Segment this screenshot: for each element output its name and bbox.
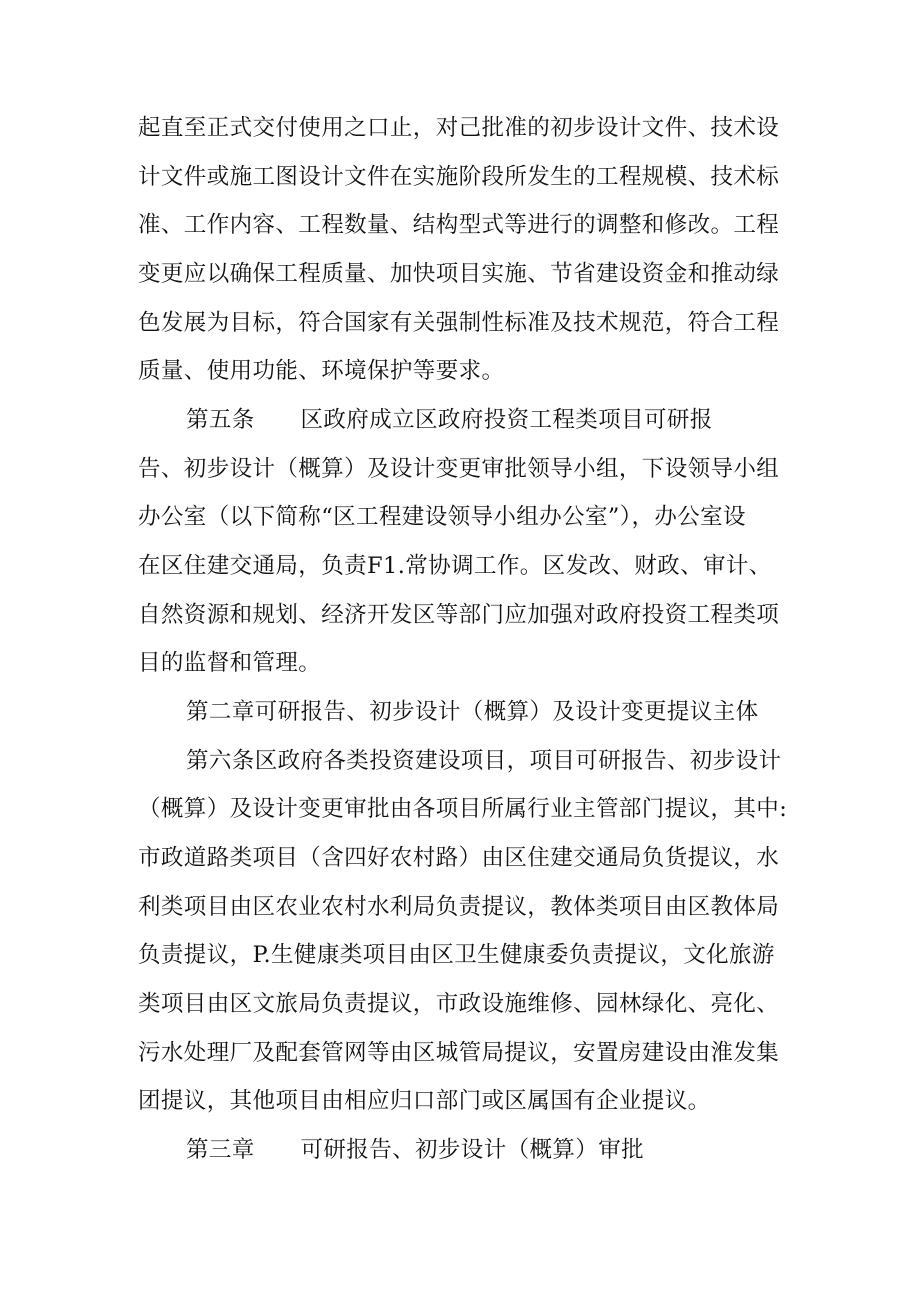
article-5-heading-line: 第五条 区政府成立区政府投资工程类项目可研报	[186, 407, 713, 433]
body-text-line: 起直至正式交付使用之口止，对己批准的初步设计文件、技术设	[138, 115, 780, 141]
body-text-line: 办公室（以下简称“区工程建设领导小组办公室”），办公室设	[138, 504, 746, 530]
body-text-line: 告、初步设计（概算）及设计变更审批领导小组，下设领导小组	[138, 456, 780, 482]
body-text-line: 色发展为目标，符合国家有关强制性标准及技术规范，符合工程	[138, 310, 780, 336]
body-text-line: （概算）及设计变更审批由各项目所属行业主管部门提议，其中:	[138, 796, 788, 822]
body-text-line: 自然资源和规划、经济开发区等部门应加强对政府投资工程类项	[138, 602, 780, 628]
body-text-line: 计文件或施工图设计文件在实施阶段所发生的工程规模、技术标	[138, 164, 780, 190]
body-text-line: 类项目由区文旅局负责提议，市政设施维修、园林绿化、亮化、	[138, 991, 780, 1017]
chapter-2-heading: 第二章可研报告、初步设计（概算）及设计变更提议主体	[186, 699, 759, 725]
body-text-line: 利类项目由区农业农村水利局负责提议，教体类项目由区教体局	[138, 894, 780, 920]
body-text-line: 团提议，其他项目由相应归口部门或区属国有企业提议。	[138, 1088, 711, 1114]
body-text-line: 质量、使用功能、环境保护等要求。	[138, 358, 505, 384]
chapter-3-heading: 第三章 可研报告、初步设计（概算）审批	[186, 1137, 645, 1163]
body-text-line: 在区住建交通局，负责F1.常协调工作。区发改、财政、审计、	[138, 553, 772, 579]
article-6-first-line: 第六条区政府各类投资建设项目，项目可研报告、初步设计	[186, 748, 782, 774]
body-text-line: 市政道路类项目（含四好农村路）由区住建交通局负货提议，水	[138, 845, 780, 871]
body-text-line: 变更应以确保工程质量、加快项目实施、节省建设资金和推动绿	[138, 261, 780, 287]
body-text-line: 目的监督和管理。	[138, 650, 322, 676]
body-text-line: 负责提议，P.生健康类项目由区卫生健康委负责提议，文化旅游	[138, 942, 775, 968]
body-text-line: 污水处理厂及配套管网等由区城管局提议，安置房建设由淮发集	[138, 1040, 780, 1066]
body-text-line: 准、工作内容、工程数量、结构型式等进行的调整和修改。工程	[138, 212, 780, 238]
